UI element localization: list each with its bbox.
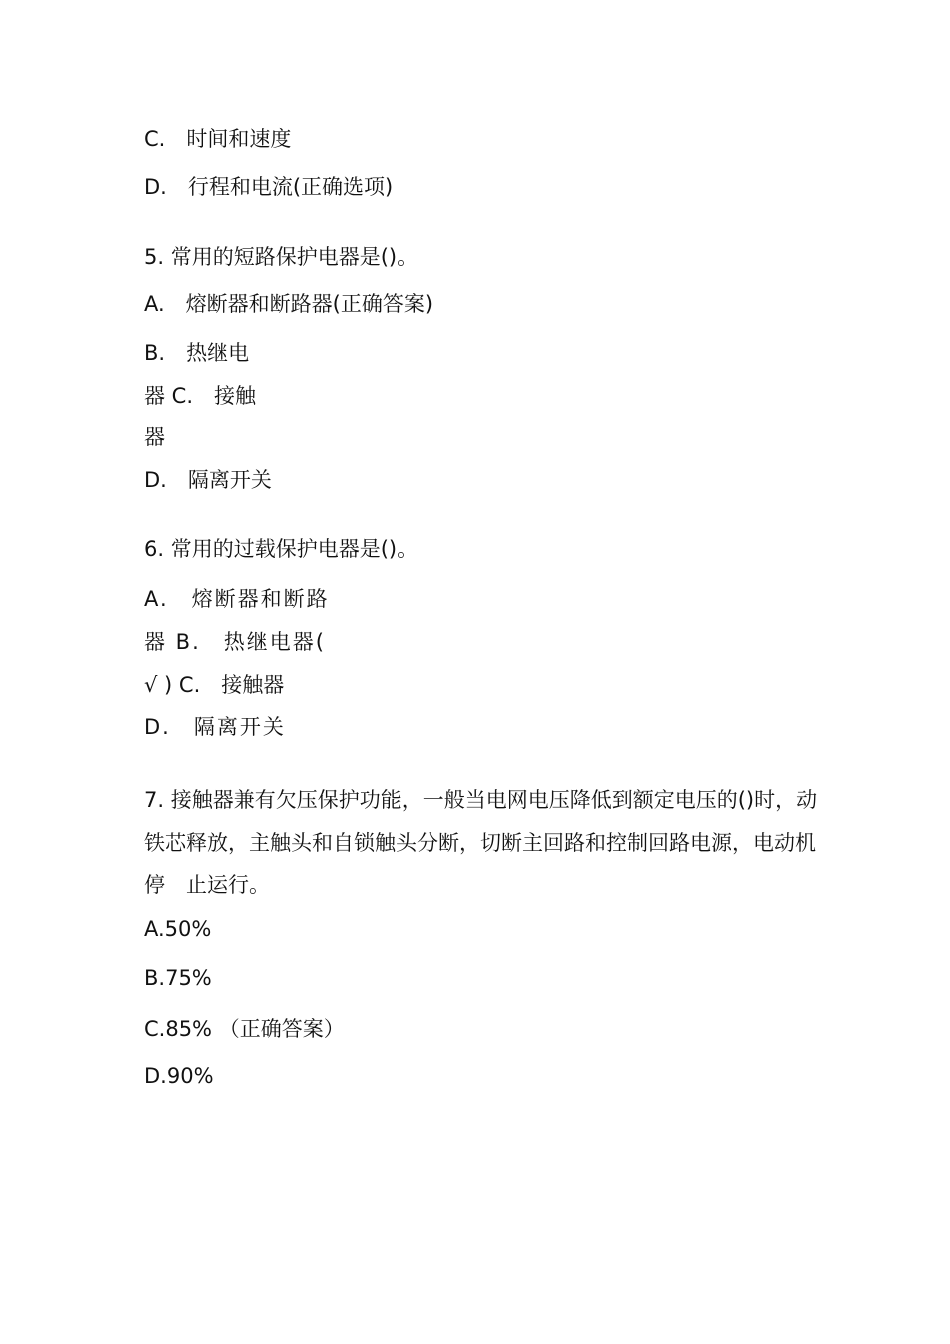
question-5: 5. 常用的短路保护电器是()。 (144, 245, 419, 269)
q6-option-a: A. 熔断器和断路 (144, 587, 330, 611)
q6-option-b: 器 B. 热继电器( (144, 630, 326, 654)
option-c-time-speed: C. 时间和速度 (144, 127, 292, 151)
question-7-line-1: 7. 接触器兼有欠压保护功能，一般当电网电压降低到额定电压的()时，动 (144, 788, 818, 812)
question-7-line-3: 停 止运行。 (144, 873, 270, 897)
q5-option-c: 器 C. 接触 (144, 384, 257, 408)
q7-option-d: D.90% (144, 1064, 214, 1088)
q6-option-c: √ ) C. 接触器 (144, 673, 285, 697)
q7-option-a: A.50% (144, 917, 212, 941)
q5-option-a: A. 熔断器和断路器(正确答案) (144, 292, 434, 316)
q5-option-c-cont: 器 (144, 425, 165, 449)
question-6: 6. 常用的过载保护电器是()。 (144, 537, 419, 561)
option-d-travel-current: D. 行程和电流(正确选项) (144, 175, 394, 199)
q6-option-d: D. 隔离开关 (144, 715, 286, 739)
q5-option-b: B. 热继电 (144, 341, 250, 365)
q5-option-d: D. 隔离开关 (144, 468, 272, 492)
q7-option-c: C.85% （正确答案） (144, 1017, 345, 1041)
q7-option-b: B.75% (144, 966, 212, 990)
question-7-line-2: 铁芯释放，主触头和自锁触头分断，切断主回路和控制回路电源，电动机 (144, 831, 816, 855)
